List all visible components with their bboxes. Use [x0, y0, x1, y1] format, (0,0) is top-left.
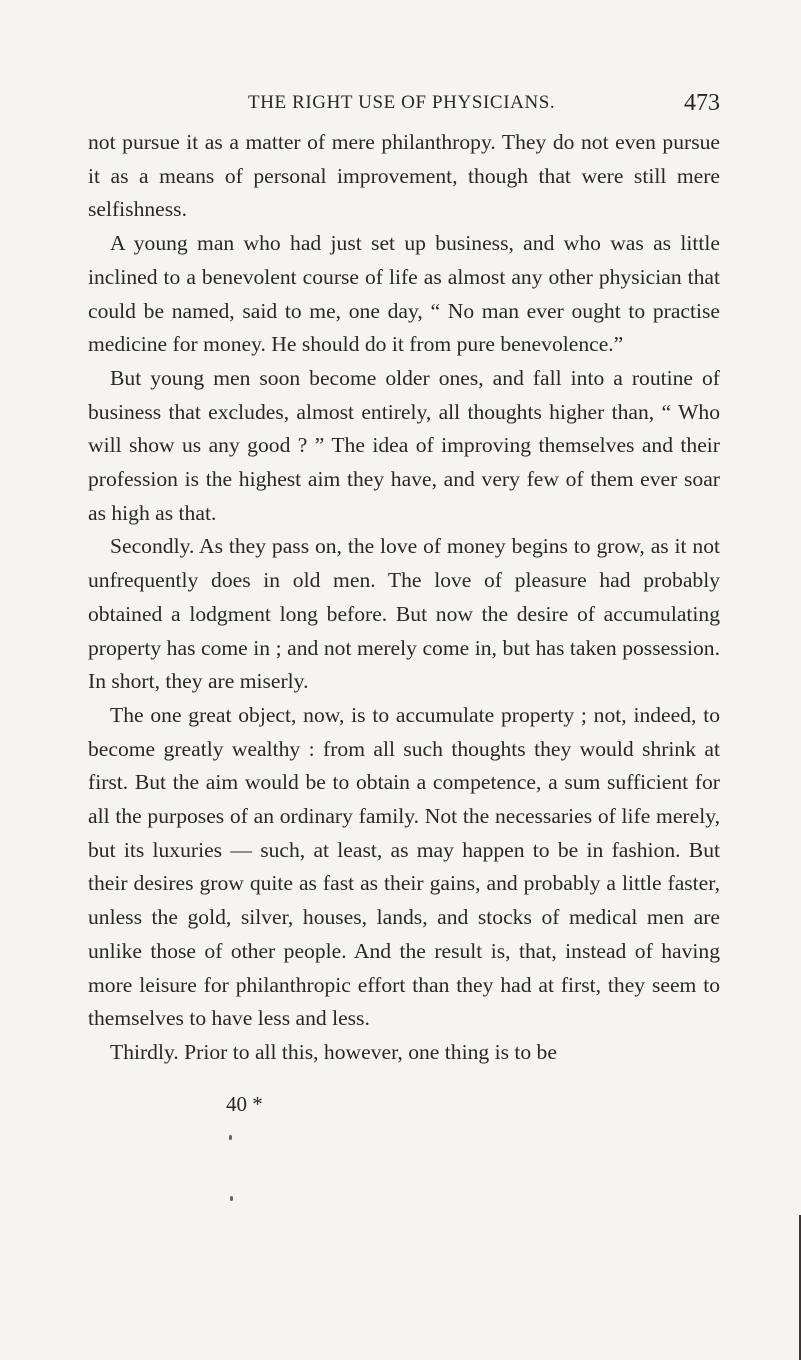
ink-speck [230, 1196, 233, 1201]
running-title: THE RIGHT USE OF PHYSICIANS. [248, 92, 556, 113]
page-number: 473 [684, 90, 720, 116]
paragraph-great-object: The one great object, now, is to accumulate property ; not, indeed, to become greatly wealthy : from all such thoughts they would shrink at first. But the aim would be to obtain a competence, a sum sufficient for all the purposes of an ordinary family. Not the necessaries of life merely, but its luxuries — such, at least, as may happen to be in fashion. But their desires grow quite as fast as their gains, and probably a little faster, unless the gold, silver, houses, lands, and stocks of medical men are unlike those of other people. And the result is, that, instead of having more leisure for philanthropic effort than they had at first, they seem to themselves to have less and less. [88, 702, 720, 1031]
running-head [88, 92, 720, 118]
body-text [88, 126, 720, 1070]
paragraph-older-ones: But young men soon become older ones, and fall into a routine of business that excludes, almost entirely, all thoughts higher than, “ Who will show us any good ? ” The idea of improving themselves and their profession is the highest aim they have, and very few of them ever soar as high as that. [88, 365, 720, 525]
paragraph-young-man: A young man who had just set up business, and who was as little inclined to a benevolent course of life as almost any other physician that could be named, said to me, one day, “ No man ever ought to practise medicine for money. He should do it from pure benevolence.” [88, 231, 720, 357]
ink-speck [229, 1135, 232, 1140]
signature-mark: 40 * [226, 1092, 263, 1116]
paragraph-thirdly: Thirdly. Prior to all this, however, one thing is to be [110, 1039, 557, 1064]
paragraph-secondly: Secondly. As they pass on, the love of money begins to grow, as it not unfrequently does in old men. The love of pleasure had probably obtained a lodgment long before. But now the desire of accumulating property has come in ; and not merely come in, but has taken possession. In short, they are miserly. [88, 534, 720, 694]
paragraph-continuation: not pursue it as a matter of mere philanthropy. They do not even pursue it as a means of personal improvement, though that were still mere selfishness. [88, 130, 720, 222]
